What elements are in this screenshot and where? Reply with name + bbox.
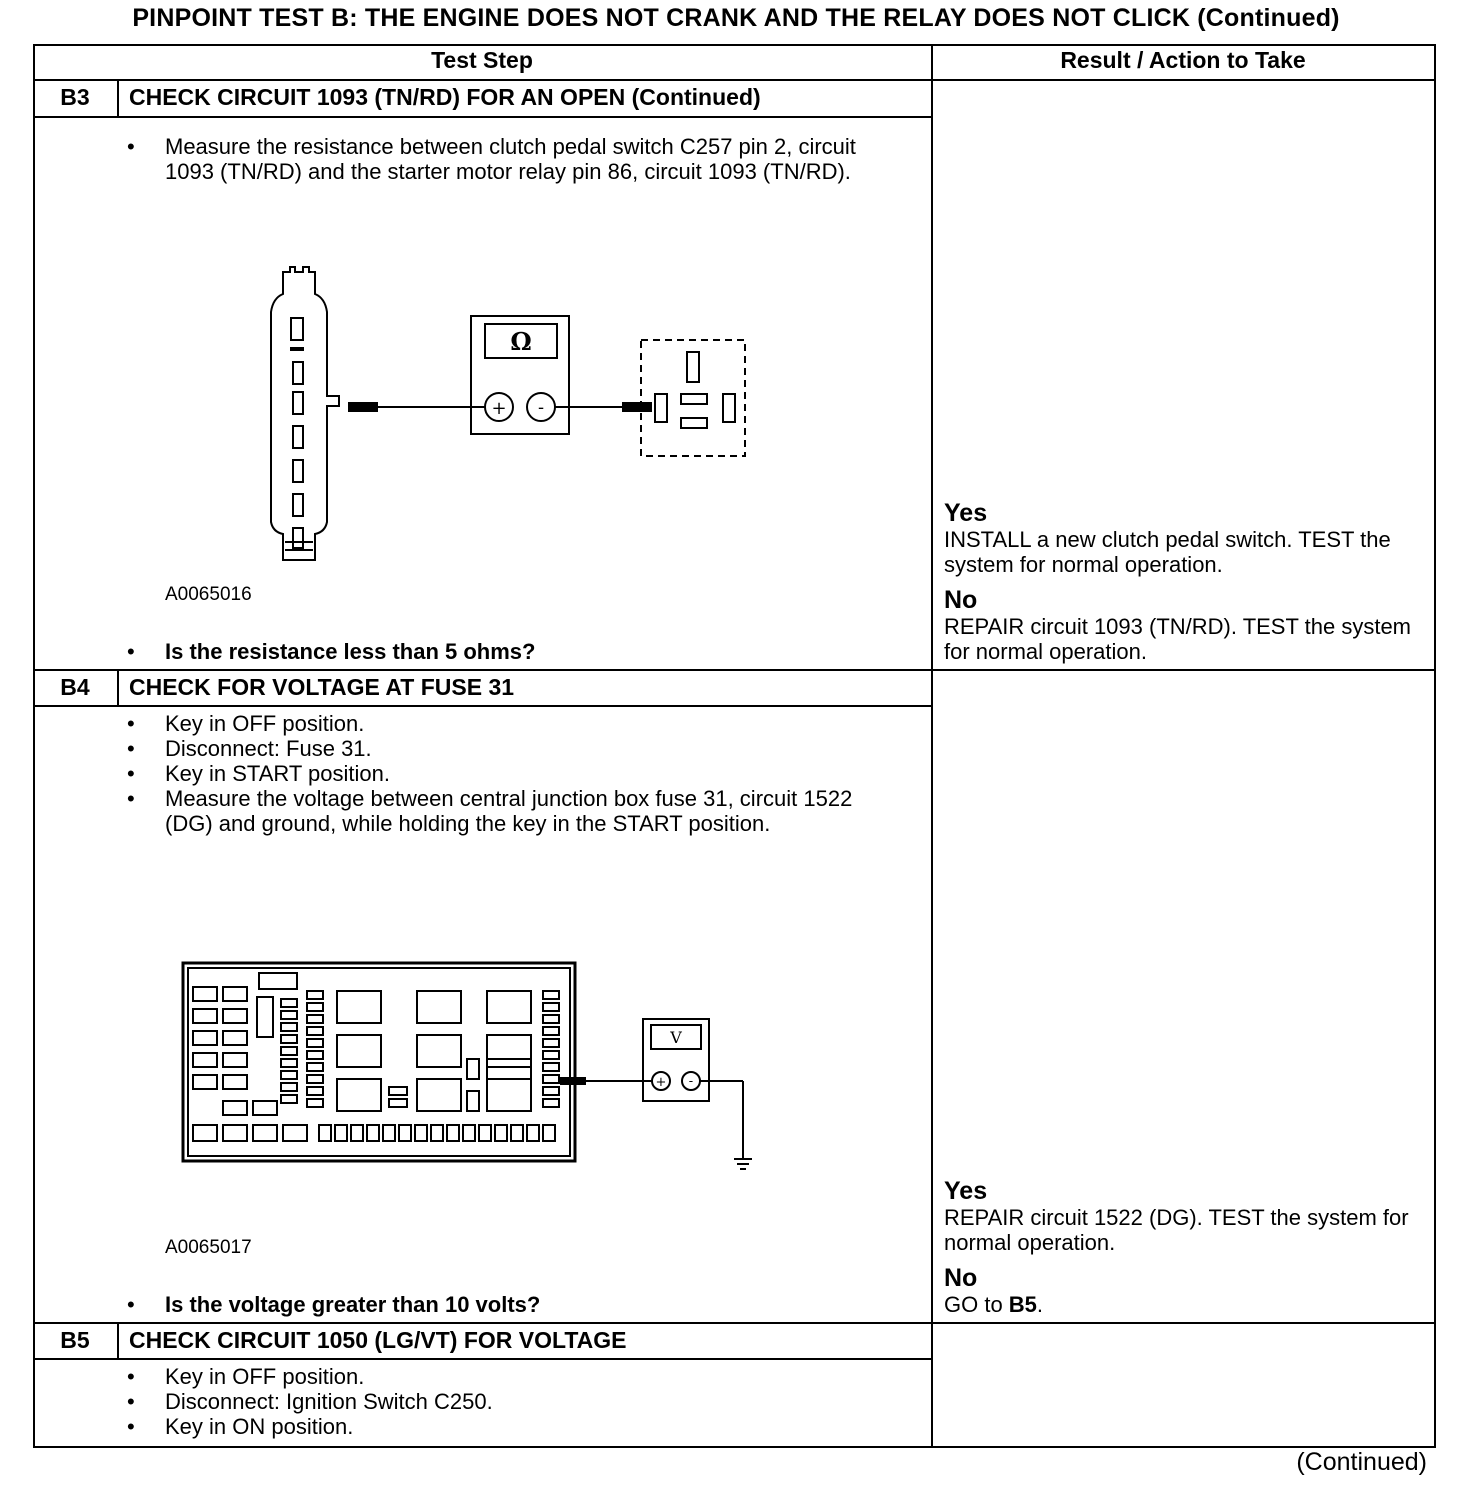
central-junction-box [183, 963, 575, 1161]
result-b4 [944, 1178, 1434, 1317]
step-instructions-b4 [125, 711, 885, 836]
question-b4: • Is the voltage greater than 10 volts? [125, 1292, 540, 1318]
header-test-step: Test Step [431, 47, 533, 73]
instruction-item: • Key in OFF position. [125, 1364, 885, 1389]
step-instructions-b3 [125, 134, 895, 184]
ohmmeter [471, 316, 569, 434]
instruction-item: • Measure the voltage between central junction box fuse 31, circuit 1522 (DG) and ground, while holding the key in the START position. [125, 786, 885, 836]
step-title-underline [33, 116, 931, 118]
ohm-symbol: Ω [510, 327, 532, 356]
result-yes-text: INSTALL a new clutch pedal switch. TEST the system for normal operation. [944, 527, 1391, 577]
instruction-item: • Disconnect: Ignition Switch C250. [125, 1389, 885, 1414]
step-id-divider [117, 80, 119, 117]
clutch-switch-connector [271, 267, 339, 560]
voltage-symbol: V [670, 1028, 682, 1047]
instruction-item: • Key in START position. [125, 761, 885, 786]
result-b3 [944, 500, 1434, 664]
pinpoint-test-table [33, 44, 1434, 1446]
step-title-b5: CHECK CIRCUIT 1050 (LG/VT) FOR VOLTAGE [129, 1327, 627, 1353]
plus-terminal-label: + [491, 398, 507, 419]
starter-motor-relay [641, 340, 745, 456]
plus-terminal-label: + [655, 1075, 667, 1090]
step-title-underline [33, 705, 931, 707]
no-text-prefix: GO to [944, 1292, 1009, 1317]
step-title-b4: CHECK FOR VOLTAGE AT FUSE 31 [129, 674, 515, 700]
figure-id-b4: A0065017 [165, 1237, 252, 1258]
minus-terminal-label: - [688, 1074, 694, 1089]
minus-terminal-label: - [537, 397, 545, 418]
step-id-b4: B4 [60, 674, 90, 700]
result-yes-label: Yes [944, 1177, 988, 1205]
result-no-text: REPAIR circuit 1093 (TN/RD). TEST the system for normal operation. [944, 614, 1412, 664]
result-no-text [944, 1292, 1434, 1317]
fuse-column [281, 991, 323, 1107]
header-result: Result / Action to Take [1060, 47, 1306, 73]
step-id-b5: B5 [60, 1327, 90, 1353]
figure-voltage-test [181, 959, 761, 1179]
step-divider [33, 1322, 1434, 1324]
instruction-item: • Key in OFF position. [125, 711, 885, 736]
page-title: PINPOINT TEST B: THE ENGINE DOES NOT CRANK AND THE RELAY DOES NOT CLICK (Continued) [132, 4, 1340, 32]
question-b3: • Is the resistance less than 5 ohms? [125, 639, 535, 665]
instruction-item: • Disconnect: Fuse 31. [125, 736, 885, 761]
figure-resistance-test [263, 264, 753, 594]
figure-id-b3: A0065016 [165, 584, 252, 605]
result-yes-text: REPAIR circuit 1522 (DG). TEST the system for normal operation. [944, 1205, 1409, 1255]
step-instructions-b5 [125, 1364, 885, 1439]
instruction-item: • Measure the resistance between clutch pedal switch C257 pin 2, circuit 1093 (TN/RD) and the starter motor relay pin 86, circuit 1093 (TN/RD). [125, 134, 895, 184]
step-title-underline [33, 1358, 931, 1360]
step-title-b3: CHECK CIRCUIT 1093 (TN/RD) FOR AN OPEN (Continued) [129, 84, 761, 110]
ground-icon [734, 1159, 752, 1169]
instruction-item: • Key in ON position. [125, 1414, 885, 1439]
result-no-label: No [944, 1264, 978, 1292]
step-divider [33, 669, 1434, 671]
header-divider [33, 79, 1434, 81]
step-id-divider [117, 1323, 119, 1359]
result-yes-label: Yes [944, 499, 988, 527]
step-id-divider [117, 670, 119, 706]
result-no-label: No [944, 586, 978, 614]
fuse-column-right [543, 991, 559, 1107]
voltmeter [643, 1019, 709, 1101]
continued-label: (Continued) [1296, 1448, 1427, 1476]
goto-step-link[interactable]: B5 [1008, 1292, 1037, 1317]
no-text-suffix: . [1036, 1292, 1044, 1317]
step-id-b3: B3 [60, 84, 90, 110]
column-divider [931, 44, 933, 1446]
